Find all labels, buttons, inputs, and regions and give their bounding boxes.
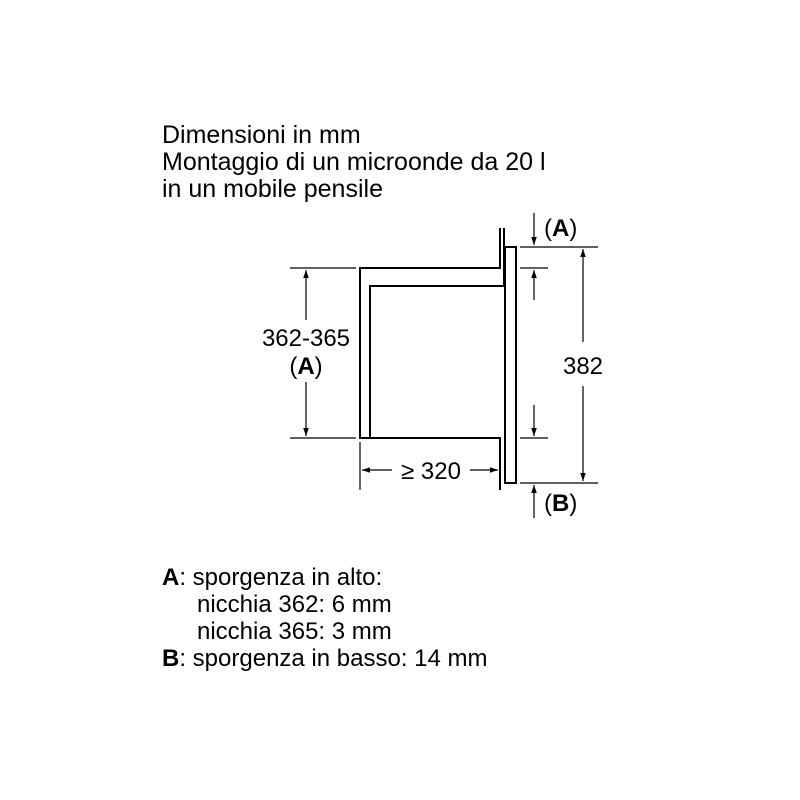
legend-row-a (162, 564, 488, 591)
overhang-a-label: (A) (544, 215, 578, 242)
total-height-label: 382 (562, 353, 604, 380)
cabinet-inner-outline (370, 228, 504, 438)
overhang-b-label: (B) (544, 490, 578, 517)
legend (162, 564, 488, 672)
height-a-label: (A) (289, 353, 323, 380)
depth-label: ≥ 320 (401, 458, 461, 485)
legend-key-a: A (162, 564, 180, 591)
header-line-3: in un mobile pensile (162, 175, 383, 203)
legend-text-a: : sporgenza in alto: (179, 564, 383, 591)
legend-a-sub-2: nicchia 365: 3 mm (197, 618, 392, 645)
header-line-2: Montaggio di un microonde da 20 l (162, 148, 546, 176)
header-line-1: Dimensioni in mm (162, 121, 361, 149)
microwave-front-panel (505, 247, 516, 483)
legend-a-sub-1: nicchia 362: 6 mm (197, 591, 392, 618)
legend-text-b: : sporgenza in basso: 14 mm (179, 645, 488, 672)
legend-key-b: B (162, 645, 180, 672)
legend-row-b (162, 645, 488, 672)
height-range-label: 362-365 (261, 325, 351, 352)
cabinet-outer-outline (360, 228, 500, 490)
